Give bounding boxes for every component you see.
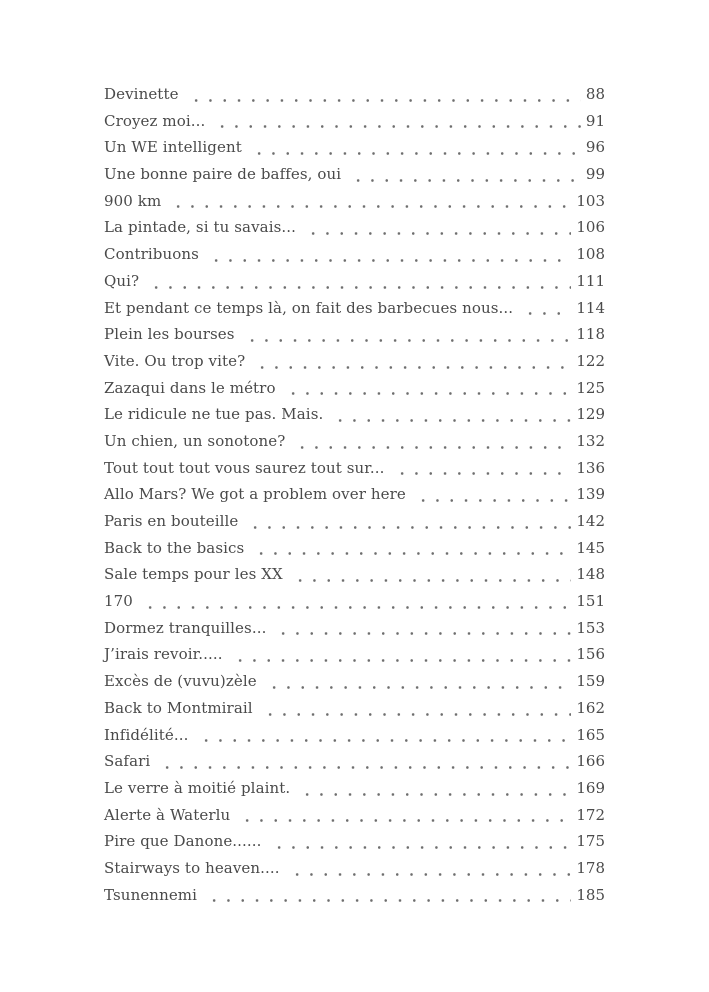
dot-leader (393, 455, 572, 482)
toc-entry-title: Stairways to heaven.... (104, 858, 280, 877)
toc-entry-title: Safari (104, 752, 151, 771)
toc-entry-title: Pire que Danone...... (104, 832, 262, 851)
toc-entry-title: Infidélité... (104, 725, 189, 744)
toc-entry (104, 188, 605, 215)
toc-entry-page-number: 166 (576, 752, 605, 771)
toc-entry-title: Dormez tranquilles... (104, 618, 267, 637)
dot-leader (291, 561, 572, 588)
toc-entry-title: La pintade, si tu savais... (104, 218, 296, 237)
dot-leader (158, 748, 571, 775)
toc-entry (104, 161, 605, 188)
toc-entry (104, 855, 605, 882)
toc-entry-page-number: 156 (576, 645, 605, 664)
toc-entry-page-number: 172 (576, 805, 605, 824)
toc-entry (104, 428, 605, 455)
dot-leader (288, 855, 572, 882)
toc-entry-page-number: 125 (576, 378, 605, 397)
toc-entry (104, 375, 605, 402)
toc-entry-title: Allo Mars? We got a problem over here (104, 485, 406, 504)
toc-entry-page-number: 106 (576, 218, 605, 237)
toc-entry (104, 401, 605, 428)
toc-entry (104, 455, 605, 482)
dot-leader (265, 668, 572, 695)
toc-entry-page-number: 169 (576, 778, 605, 797)
dot-leader (243, 321, 572, 348)
toc-entry-page-number: 118 (576, 325, 605, 344)
toc-entry (104, 268, 605, 295)
dot-leader (238, 802, 571, 829)
toc-entry (104, 295, 605, 322)
dot-leader (293, 428, 571, 455)
toc-entry (104, 508, 605, 535)
toc-entry-title: Qui? (104, 271, 140, 290)
toc-entry (104, 481, 605, 508)
toc-entry (104, 882, 605, 909)
toc-entry-title: Tout tout tout vous saurez tout sur... (104, 458, 385, 477)
dot-leader (252, 535, 571, 562)
toc-entry-page-number: 91 (585, 111, 605, 130)
toc-entry-title: Excès de (vuvu)zèle (104, 672, 257, 691)
toc-entry (104, 588, 605, 615)
toc-entry-page-number: 122 (576, 351, 605, 370)
toc-entry-title: Vite. Ou trop vite? (104, 351, 246, 370)
toc-entry-page-number: 139 (576, 485, 605, 504)
dot-leader (298, 775, 571, 802)
toc-entry-page-number: 142 (576, 512, 605, 530)
toc-entry-title: Back to the basics (104, 538, 245, 557)
toc-entry-title: 900 km (104, 191, 162, 210)
toc-entry-page-number: 88 (585, 85, 605, 103)
toc-entry (104, 561, 605, 588)
toc-entry-title: Un WE intelligent (104, 138, 242, 157)
dot-leader (521, 295, 571, 322)
toc-entry-page-number: 99 (585, 165, 605, 184)
dot-leader (213, 108, 581, 135)
toc-entry-title: Zazaqui dans le métro (104, 378, 276, 397)
toc-entry-title: Tsunennemi (104, 885, 198, 904)
toc-entry (104, 641, 605, 668)
dot-leader (231, 641, 572, 668)
toc-entry-page-number: 175 (576, 832, 605, 851)
dot-leader (169, 188, 571, 215)
dot-leader (274, 615, 571, 642)
toc-entry-title: J’irais revoir..... (104, 645, 223, 664)
toc-entry-page-number: 153 (576, 618, 605, 637)
dot-leader (414, 481, 571, 508)
toc-entry-page-number: 151 (576, 592, 605, 611)
toc-entry-title: Une bonne paire de baffes, oui (104, 165, 342, 184)
dot-leader (349, 161, 581, 188)
toc-entry-title: Alerte à Waterlu (104, 805, 231, 824)
toc-entry-title: Back to Montmirail (104, 698, 253, 717)
toc-entry (104, 775, 605, 802)
dot-leader (197, 722, 572, 749)
toc-entry (104, 134, 605, 161)
toc-entry-page-number: 129 (576, 405, 605, 424)
toc-entry-title: Paris en bouteille (104, 512, 239, 530)
toc-entry (104, 695, 605, 722)
toc-entry-title: Croyez moi... (104, 111, 206, 130)
dot-leader (141, 588, 571, 615)
dot-leader (304, 214, 571, 241)
dot-leader (187, 81, 581, 108)
toc-entry (104, 321, 605, 348)
toc-entry (104, 348, 605, 375)
toc-entry-title: Et pendant ce temps là, on fait des barbecues nous... (104, 298, 514, 317)
toc-entry (104, 615, 605, 642)
toc-entry-title: Un chien, un sonotone? (104, 431, 286, 450)
toc-entry-title: Le verre à moitié plaint. (104, 778, 291, 797)
dot-leader (147, 268, 571, 295)
toc-entry-page-number: 132 (576, 431, 605, 450)
toc-entry (104, 828, 605, 855)
toc-entry-page-number: 178 (576, 858, 605, 877)
toc-entry-page-number: 108 (576, 245, 605, 264)
toc-entry-page-number: 148 (576, 565, 605, 584)
toc-entry (104, 748, 605, 775)
toc-entry (104, 802, 605, 829)
dot-leader (250, 134, 581, 161)
dot-leader (284, 375, 572, 402)
toc-list (104, 81, 605, 908)
toc-entry-page-number: 159 (576, 672, 605, 691)
dot-leader (253, 348, 571, 375)
toc-entry-page-number: 185 (576, 885, 605, 904)
toc-entry-title: Sale temps pour les XX (104, 565, 283, 584)
toc-entry-title: Plein les bourses (104, 325, 235, 344)
toc-entry (104, 668, 605, 695)
toc-entry-page-number: 136 (576, 458, 605, 477)
dot-leader (261, 695, 572, 722)
dot-leader (207, 241, 571, 268)
toc-entry-page-number: 114 (576, 298, 605, 317)
toc-entry-page-number: 145 (576, 538, 605, 557)
dot-leader (246, 508, 571, 535)
dot-leader (205, 882, 571, 909)
toc-entry-page-number: 103 (576, 191, 605, 210)
dot-leader (331, 401, 571, 428)
toc-entry-title: 170 (104, 592, 133, 611)
toc-entry (104, 535, 605, 562)
toc-entry-title: Le ridicule ne tue pas. Mais. (104, 405, 324, 424)
toc-entry (104, 722, 605, 749)
toc-entry-title: Devinette (104, 85, 179, 103)
toc-entry (104, 81, 605, 108)
toc-entry-page-number: 111 (576, 271, 605, 290)
toc-entry (104, 108, 605, 135)
toc-entry (104, 241, 605, 268)
toc-entry-page-number: 165 (576, 725, 605, 744)
toc-entry-title: Contribuons (104, 245, 199, 264)
toc-entry-page-number: 162 (576, 698, 605, 717)
toc-entry-page-number: 96 (585, 138, 605, 157)
dot-leader (270, 828, 572, 855)
toc-entry (104, 214, 605, 241)
